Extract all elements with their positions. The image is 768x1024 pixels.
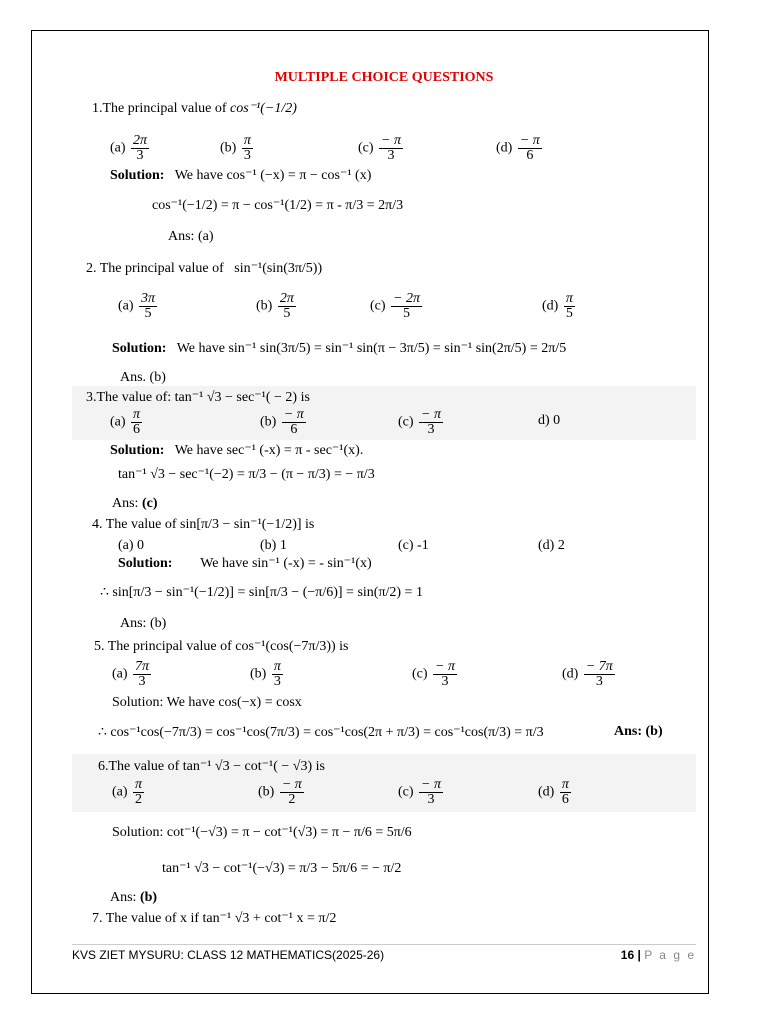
q1-solution-line2: cos⁻¹(−1/2) = π − cos⁻¹(1/2) = π - π/3 = 2π/3 [152,198,404,213]
page-title: MULTIPLE CHOICE QUESTIONS [274,70,494,85]
q4-solution: Solution: We have sin⁻¹ (-x) = - sin⁻¹(x) [118,556,372,571]
page-number: 16 [620,948,635,962]
footer-divider [72,944,696,945]
q5-option-b: (b) $\frac{\pi}{3}$ [250,659,281,689]
q6-solution-line2: tan⁻¹ √3 − cot⁻¹(−√3) = π/3 − 5π/6 = − π/2 [162,861,402,876]
q1-expr: cos⁻¹(−1/2) [230,101,297,116]
q1-option-b: (b) $\frac{\pi}{3}$ [220,133,251,163]
q4-option-c: (c) -1 [398,538,429,553]
question-4: 4. The value of sin[π/3 − sin⁻¹(−1/2)] is [92,517,315,532]
q2-option-c: (c) $\frac{- 2\pi}{5}$ [370,291,421,321]
q5-option-d: (d) $\frac{- 7\pi}{3}$ [562,659,613,689]
page-word: P a g e [644,948,696,962]
q6-option-d: (d) $\frac{\pi}{6}$ [538,777,569,807]
q1-option-a: (a) $\frac{2\pi}{3}$ [110,133,148,163]
q6-solution: Solution: cot⁻¹(−√3) = π − cot⁻¹(√3) = π − π/6 = 5π/6 [112,825,412,840]
q4-answer: Ans: (b) [120,616,167,631]
q3-option-d: d) 0 [538,413,561,428]
q2-option-a: (a) $\frac{3\pi}{5}$ [118,291,156,321]
q2-answer: Ans. (b) [120,370,166,385]
q6-option-a: (a) $\frac{\pi}{2}$ [112,777,143,807]
question-1 [92,100,297,117]
q3-solution-line2: tan⁻¹ √3 − sec⁻¹(−2) = π/3 − (π − π/3) = − π/3 [118,467,375,482]
footer-page [621,948,696,962]
q2-option-d: (d) $\frac{\pi}{5}$ [542,291,573,321]
question-7: 7. The value of x if tan⁻¹ √3 + cot⁻¹ x = π/2 [92,911,337,926]
q3-option-b: (b) $\frac{- \pi}{6}$ [260,407,304,437]
q4-option-d: (d) 2 [538,538,565,553]
q5-option-c: (c) $\frac{- \pi}{3}$ [412,659,456,689]
q2-solution: Solution: We have sin⁻¹ sin(3π/5) = sin⁻¹ sin(π − 3π/5) = sin⁻¹ sin(2π/5) = 2π/5 [112,341,567,356]
q4-option-a: (a) 0 [118,538,145,553]
q1-stem: 1.The principal value of [92,101,227,116]
footer-left: KVS ZIET MYSURU: CLASS 12 MATHEMATICS(2025-26) [72,948,385,962]
q5-solution: Solution: We have cos(−x) = cosx [112,695,302,710]
q1-option-d: (d) $\frac{- \pi}{6}$ [496,133,540,163]
question-2: 2. The principal value of sin⁻¹(sin(3π/5)) [86,261,323,276]
q1-answer: Ans: (a) [168,229,214,244]
q1-option-c: (c) $\frac{- \pi}{3}$ [358,133,402,163]
q6-option-c: (c) $\frac{- \pi}{3}$ [398,777,442,807]
q6-answer: Ans: (b) [110,890,158,905]
question-6: 6.The value of tan⁻¹ √3 − cot⁻¹( − √3) is [98,759,325,774]
q5-answer: Ans: (b) [614,724,663,739]
q4-solution-line2: ∴ sin[π/3 − sin⁻¹(−1/2)] = sin[π/3 − (−π/6)] = sin(π/2) = 1 [100,585,423,600]
q5-solution-line2: ∴ cos⁻¹cos(−7π/3) = cos⁻¹cos(7π/3) = cos⁻¹cos(2π + π/3) = cos⁻¹cos(π/3) = π/3 [98,725,544,740]
q3-solution: Solution: We have sec⁻¹ (-x) = π - sec⁻¹(x). [110,443,364,458]
q3-option-a: (a) $\frac{\pi}{6}$ [110,407,141,437]
q6-option-b: (b) $\frac{- \pi}{2}$ [258,777,302,807]
q1-solution: Solution: We have cos⁻¹ (−x) = π − cos⁻¹ (x) [110,168,372,183]
page-separator: | [637,948,641,962]
q3-option-c: (c) $\frac{- \pi}{3}$ [398,407,442,437]
question-3: 3.The value of: tan⁻¹ √3 − sec⁻¹( − 2) is [86,390,310,405]
q3-answer: Ans: (c) [112,496,158,511]
q5-option-a: (a) $\frac{7\pi}{3}$ [112,659,150,689]
q4-option-b: (b) 1 [260,538,287,553]
question-5: 5. The principal value of cos⁻¹(cos(−7π/3)) is [94,639,349,654]
q2-option-b: (b) $\frac{2\pi}{5}$ [256,291,294,321]
